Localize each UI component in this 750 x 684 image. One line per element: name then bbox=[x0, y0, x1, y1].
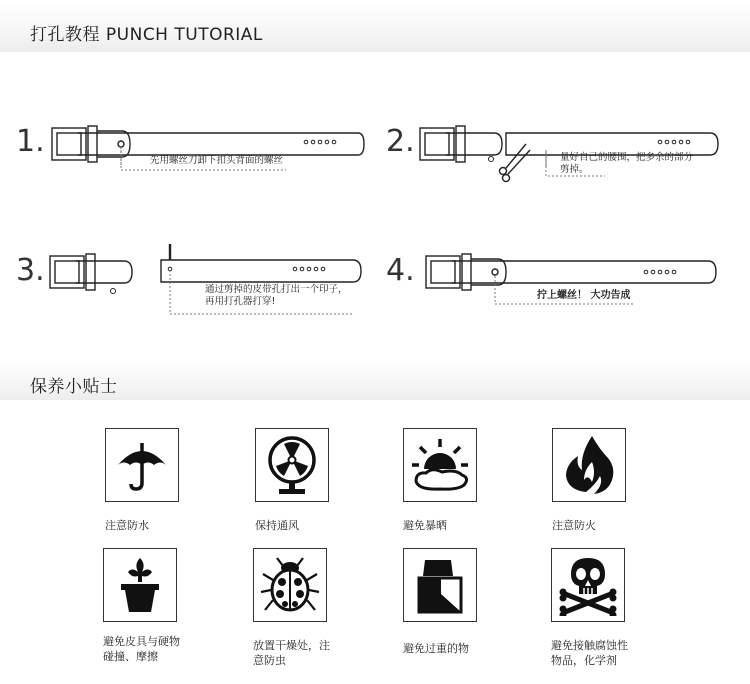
care-label-corrosive: 避免接触腐蚀性 物品，化学剂 bbox=[551, 639, 628, 667]
care-label-hard-objects: 避免皮具与硬物 碰撞、摩擦 bbox=[103, 635, 180, 663]
step-3-note-line1: 通过剪掉的皮带孔打出一个印子， bbox=[205, 284, 348, 295]
page-title: 打孔教程 PUNCH TUTORIAL bbox=[30, 25, 263, 45]
fire-icon bbox=[562, 434, 616, 496]
care-label-fire: 注意防火 bbox=[552, 519, 596, 532]
care-label-heavy-objects: 避免过重的物 bbox=[403, 642, 469, 655]
care-item-waterproof bbox=[105, 428, 179, 502]
care-label-insects: 放置干燥处，注 意防虫 bbox=[253, 639, 330, 667]
care-item-sunshine bbox=[403, 428, 477, 502]
step-2-note-line2: 剪掉。 bbox=[560, 164, 589, 175]
skull-icon bbox=[557, 554, 619, 616]
step-2-note-line1: 量好自己的腰围，把多余的部分 bbox=[560, 152, 694, 163]
care-item-insects bbox=[253, 548, 327, 622]
care-item-heavy-objects bbox=[403, 548, 477, 622]
ladybug-icon bbox=[259, 554, 321, 616]
plant-pot-icon bbox=[111, 554, 169, 616]
heavy-object-icon bbox=[411, 554, 469, 616]
care-label-sunshine: 避免暴晒 bbox=[403, 519, 447, 532]
step-3-note-line2: 再用打孔器打穿! bbox=[205, 296, 276, 307]
step-2-buckle-illustration bbox=[418, 122, 508, 166]
step-3-number: 3. bbox=[16, 253, 45, 288]
step-1-note: 先用螺丝刀卸下扣头背面的螺丝 bbox=[150, 155, 284, 166]
step-4-number: 4. bbox=[386, 253, 415, 288]
step-1-number: 1. bbox=[16, 124, 45, 159]
fan-icon bbox=[262, 434, 322, 496]
care-item-fire bbox=[552, 428, 626, 502]
sun-icon bbox=[408, 435, 472, 495]
care-label-waterproof: 注意防水 bbox=[105, 519, 149, 532]
step-4-note: 拧上螺丝！ 大功告成 bbox=[537, 290, 631, 301]
care-item-ventilate bbox=[255, 428, 329, 502]
scissors-icon bbox=[496, 140, 540, 184]
care-label-ventilate: 保持通风 bbox=[255, 519, 299, 532]
umbrella-icon bbox=[112, 435, 172, 495]
step-2-number: 2. bbox=[386, 124, 415, 159]
care-item-hard-objects bbox=[103, 548, 177, 622]
care-item-corrosive bbox=[551, 548, 625, 622]
care-section-title: 保养小贴士 bbox=[30, 377, 118, 397]
step-3-buckle-illustration bbox=[48, 250, 138, 298]
